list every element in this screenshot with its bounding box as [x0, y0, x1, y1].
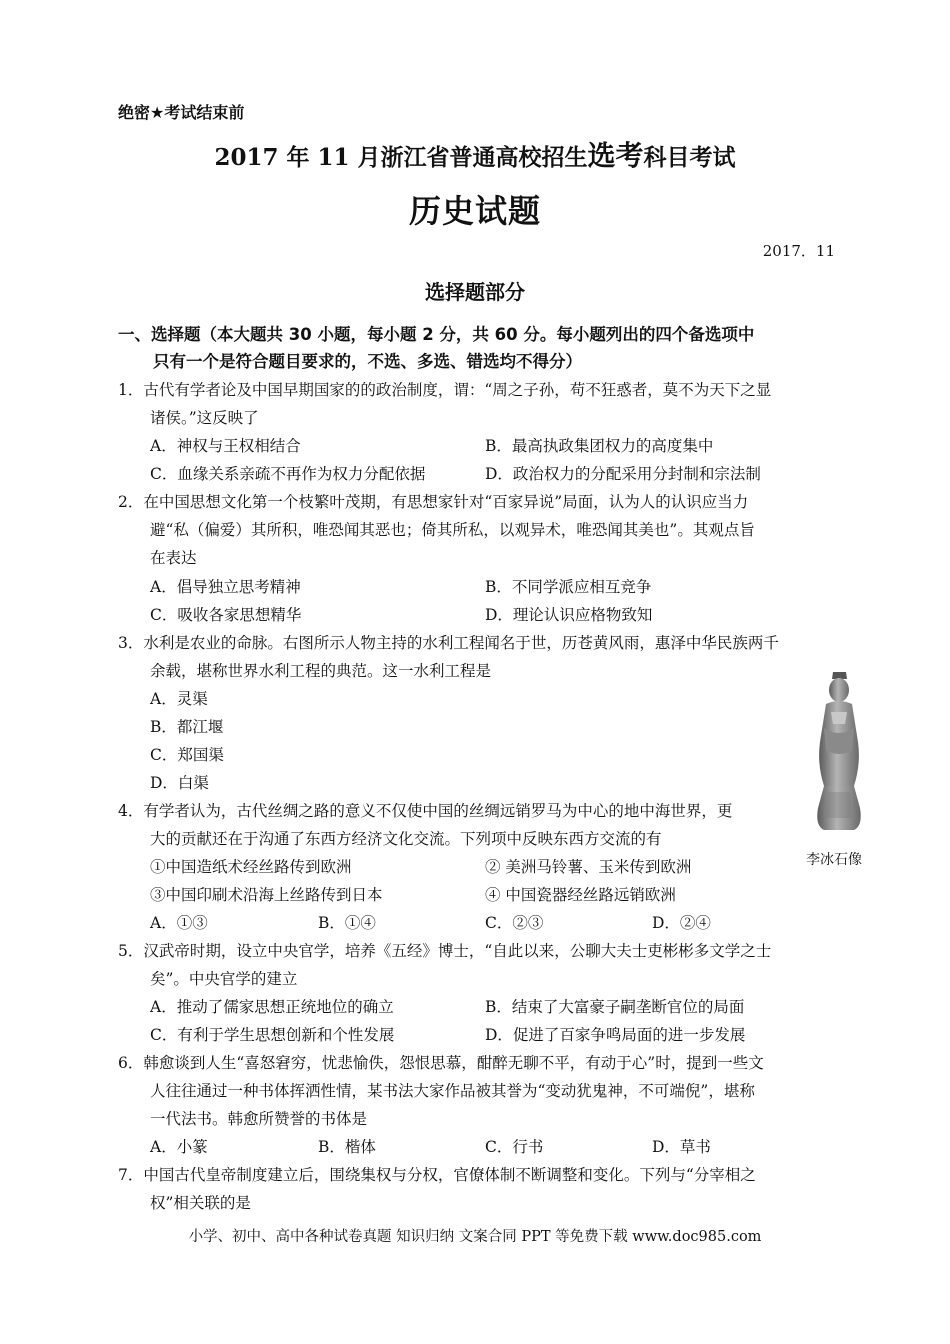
question-1-line-1: 1．古代有学者论及中国早期国家的的政治制度，谓：“周之子孙，苟不狂惑者，莫不为天下之显 [118, 381, 772, 399]
question-4-item-4: ④ 中国瓷器经丝路远销欧洲 [485, 886, 676, 904]
exam-title-part2: 科目考试 [643, 144, 736, 171]
question-2-option-a: A．倡导独立思考精神 [150, 578, 301, 596]
question-6-line-1: 6．韩愈谈到人生“喜怒窘穷，忧悲愉佚，怨恨思慕，酣醉无聊不平，有动于心”时，提到一些文 [118, 1054, 764, 1072]
question-4-item-1: ①中国造纸术经丝路传到欧洲 [150, 858, 352, 876]
exam-title [0, 134, 950, 174]
section-title: 选择题部分 [425, 280, 525, 304]
question-2-option-b: B．不同学派应相互竞争 [485, 578, 652, 596]
question-6-line-3: 一代法书。韩愈所赞誉的书体是 [150, 1110, 368, 1128]
exam-date: 2017．11 [762, 242, 835, 260]
question-3-option-c: C．郑国渠 [150, 746, 224, 764]
question-4-option-d: D．②④ [652, 914, 711, 932]
question-7-line-2: 权”相关联的是 [150, 1194, 251, 1212]
page-footer: 小学、初中、高中各种试卷真题 知识归纳 文案合同 PPT 等免费下载 www.doc985.com [188, 1229, 762, 1245]
question-1-option-a: A．神权与王权相结合 [150, 437, 301, 455]
question-1-option-b: B．最高执政集团权力的高度集中 [485, 437, 714, 455]
question-1-line-2: 诸侯。”这反映了 [150, 409, 259, 427]
question-5-option-b: B．结束了大富豪子嗣垄断官位的局面 [485, 998, 745, 1016]
subject-title: 历史试题 [408, 192, 541, 230]
instructions-line-1: 一、选择题（本大题共 30 小题，每小题 2 分，共 60 分。每小题列出的四个备选项中 [118, 325, 755, 344]
exam-title-part1: 2017 年 11 月浙江省普通高校招生 [214, 144, 588, 171]
question-7-line-1: 7．中国古代皇帝制度建立后，围绕集权与分权，官僚体制不断调整和变化。下列与“分宰相之 [118, 1166, 756, 1184]
question-1-option-d: D．政治权力的分配采用分封制和宗法制 [485, 465, 761, 483]
question-4-line-1: 4．有学者认为，古代丝绸之路的意义不仅使中国的丝绸远销罗马为中心的地中海世界，更 [118, 802, 733, 820]
question-4-line-2: 大的贡献还在于沟通了东西方经济文化交流。下列项中反映东西方交流的有 [150, 830, 662, 848]
question-3-option-d: D．白渠 [150, 774, 209, 792]
question-4-item-2: ② 美洲马铃薯、玉米传到欧洲 [485, 858, 692, 876]
instructions-line-2: 只有一个是符合题目要求的，不选、多选、错选均不得分） [153, 352, 582, 371]
question-6-option-a: A．小篆 [150, 1138, 208, 1156]
question-2-option-c: C．吸收各家思想精华 [150, 606, 302, 624]
question-5-option-c: C．有利于学生思想创新和个性发展 [150, 1026, 395, 1044]
question-5-line-2: 矣”。中央官学的建立 [150, 970, 298, 988]
question-3-option-a: A．灵渠 [150, 690, 208, 708]
confidential-label: 绝密★考试结束前 [118, 103, 245, 122]
question-4-option-b: B．①④ [318, 914, 376, 932]
question-6-line-2: 人往往通过一种书体挥洒性情，某书法大家作品被其誉为“变动犹鬼神，不可端倪”，堪称 [150, 1082, 755, 1100]
question-2-option-d: D．理论认识应格物致知 [485, 606, 653, 624]
question-6-option-b: B．楷体 [318, 1138, 376, 1156]
question-5-line-1: 5．汉武帝时期，设立中央官学，培养《五经》博士，“自此以来，公聊大夫士吏彬彬多文学之士 [118, 942, 772, 960]
question-3-line-1: 3．水利是农业的命脉。右图所示人物主持的水利工程闻名于世，历苍黄风雨，惠泽中华民族两千 [118, 634, 779, 652]
question-5-option-d: D．促进了百家争鸣局面的进一步发展 [485, 1026, 746, 1044]
question-2-line-2: 避“私（偏爱）其所积，唯恐闻其恶也；倚其所私，以观异术，唯恐闻其美也”。其观点旨 [150, 521, 755, 539]
question-3-option-b: B．都江堰 [150, 718, 224, 736]
li-bing-statue-image [806, 668, 872, 832]
question-4-option-c: C．②③ [485, 914, 544, 932]
question-2-line-1: 2．在中国思想文化第一个枝繁叶茂期，有思想家针对“百家异说”局面，认为人的认识应当力 [118, 493, 749, 511]
question-2-line-3: 在表达 [150, 549, 197, 567]
question-3-line-2: 余载，堪称世界水利工程的典范。这一水利工程是 [150, 662, 492, 680]
question-6-option-d: D．草书 [652, 1138, 711, 1156]
question-1-option-c: C．血缘关系亲疏不再作为权力分配依据 [150, 465, 426, 483]
question-6-option-c: C．行书 [485, 1138, 544, 1156]
exam-title-emphasis: 选考 [587, 139, 644, 172]
question-5-option-a: A．推动了儒家思想正统地位的确立 [150, 998, 394, 1016]
figure-caption: 李冰石像 [806, 852, 862, 868]
question-4-item-3: ③中国印刷术沿海上丝路传到日本 [150, 886, 383, 904]
question-4-option-a: A．①③ [150, 914, 208, 932]
